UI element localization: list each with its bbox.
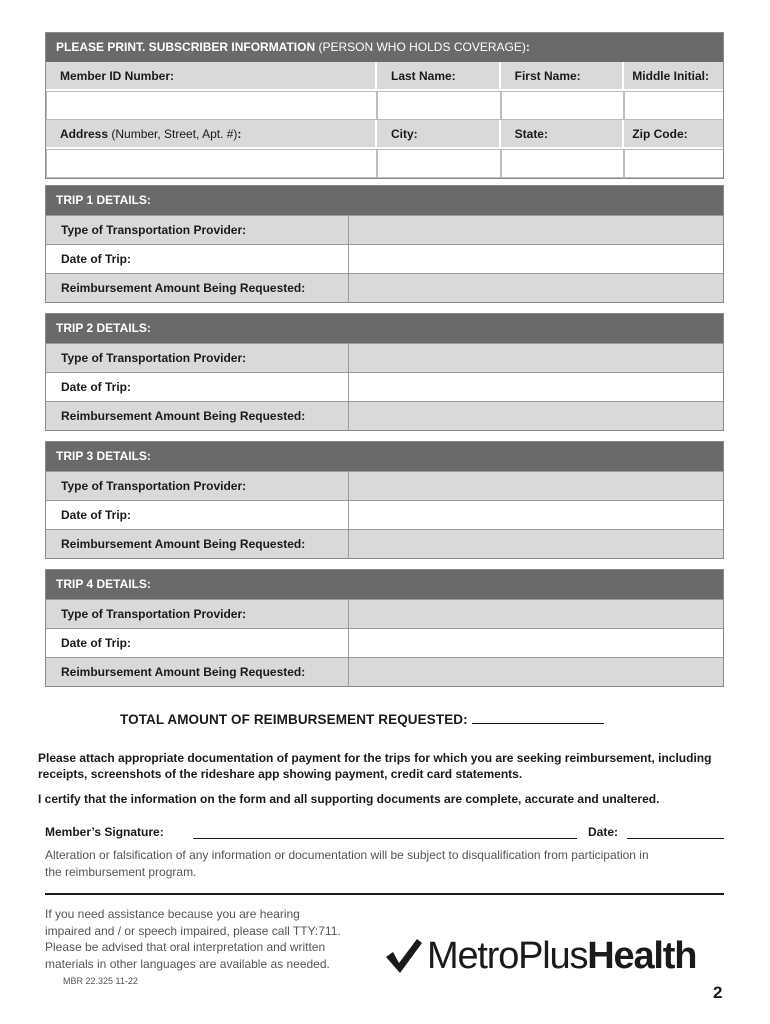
divider: [45, 893, 724, 895]
trip-4-amount-label: Reimbursement Amount Being Requested:: [46, 658, 349, 686]
trip-2-date-field[interactable]: [349, 373, 723, 401]
signature-field[interactable]: [193, 838, 577, 839]
trip-4-provider-row: [46, 599, 723, 628]
trip-1-amount-label: Reimbursement Amount Being Requested:: [46, 274, 349, 302]
trip-2-header: TRIP 2 DETAILS:: [46, 314, 723, 343]
trip-3-amount-label: Reimbursement Amount Being Requested:: [46, 530, 349, 558]
trip-1-date-field[interactable]: [349, 245, 723, 273]
state-field[interactable]: [501, 149, 625, 178]
city-label: City:: [377, 120, 501, 149]
trip-3-provider-label: Type of Transportation Provider:: [46, 472, 349, 500]
member-id-label: Member ID Number:: [46, 62, 377, 91]
metroplus-logo: [383, 933, 696, 979]
city-field[interactable]: [377, 149, 501, 178]
subscriber-header-colon: :: [525, 40, 530, 54]
assistance-note: [45, 906, 345, 990]
trip-3-date-label: Date of Trip:: [46, 501, 349, 529]
trip-1-amount-field[interactable]: [349, 274, 723, 302]
date-label: Date:: [588, 825, 619, 839]
subscriber-label-row-2: [46, 120, 723, 149]
trip-2-provider-row: [46, 343, 723, 372]
trip-4-provider-label: Type of Transportation Provider:: [46, 600, 349, 628]
trip-1-date-row: [46, 244, 723, 273]
trip-2-amount-label: Reimbursement Amount Being Requested:: [46, 402, 349, 430]
trip-4-date-field[interactable]: [349, 629, 723, 657]
logo-text-bold: Health: [587, 934, 697, 977]
subscriber-header-bold: PLEASE PRINT. SUBSCRIBER INFORMATION: [56, 40, 319, 54]
trip-1-date-label: Date of Trip:: [46, 245, 349, 273]
form-code: MBR 22.325 11-22: [63, 976, 138, 986]
trip-4-date-label: Date of Trip:: [46, 629, 349, 657]
address-field[interactable]: [46, 149, 377, 178]
trip-1-header: TRIP 1 DETAILS:: [46, 186, 723, 215]
trip-3-section: [45, 441, 724, 559]
trip-3-header: TRIP 3 DETAILS:: [46, 442, 723, 471]
subscriber-header-light: (PERSON WHO HOLDS COVERAGE): [318, 40, 526, 54]
subscriber-label-row-1: [46, 62, 723, 91]
address-label-colon: :: [237, 127, 242, 141]
trip-1-section: [45, 185, 724, 303]
alteration-warning: Alteration or falsification of any information or documentation will be subject to disqualification from participation in the reimbursement program.: [45, 848, 649, 879]
trip-4-header: TRIP 4 DETAILS:: [46, 570, 723, 599]
middle-initial-label: Middle Initial:: [624, 62, 723, 91]
trip-4-amount-field[interactable]: [349, 658, 723, 686]
signature-label: Member’s Signature:: [45, 825, 164, 839]
subscriber-section: [45, 32, 724, 179]
zip-code-field[interactable]: [624, 149, 723, 178]
last-name-field[interactable]: [377, 91, 501, 120]
subscriber-input-row-2: [46, 149, 723, 178]
page-number: 2: [713, 983, 723, 1002]
logo-text: [427, 935, 696, 978]
trip-3-amount-row: [46, 529, 723, 558]
logo-text-light: MetroPlus: [427, 934, 588, 977]
attach-instructions: Please attach appropriate documentation of payment for the trips for which you are seeking reimbursement, including receipts, screenshots of the rideshare app showing payment, credit card statements.: [38, 751, 712, 781]
trip-4-provider-field[interactable]: [349, 600, 723, 628]
member-id-field[interactable]: [46, 91, 377, 120]
trip-4-date-row: [46, 628, 723, 657]
trip-3-amount-field[interactable]: [349, 530, 723, 558]
total-amount-field[interactable]: [472, 712, 604, 724]
certify-statement: I certify that the information on the form and all supporting documents are complete, accurate and unaltered.: [38, 792, 660, 806]
address-label: [46, 120, 377, 149]
subscriber-input-row-1: [46, 91, 723, 120]
first-name-label: First Name:: [501, 62, 625, 91]
total-label: TOTAL AMOUNT OF REIMBURSEMENT REQUESTED:: [120, 712, 468, 727]
trip-4-section: [45, 569, 724, 687]
subscriber-header: [46, 33, 723, 62]
trip-1-provider-field[interactable]: [349, 216, 723, 244]
trip-2-date-row: [46, 372, 723, 401]
trip-1-amount-row: [46, 273, 723, 302]
trip-3-date-row: [46, 500, 723, 529]
trip-2-amount-row: [46, 401, 723, 430]
date-field[interactable]: [627, 838, 724, 839]
trip-3-provider-field[interactable]: [349, 472, 723, 500]
zip-code-label: Zip Code:: [624, 120, 723, 149]
trip-1-provider-row: [46, 215, 723, 244]
assistance-text: If you need assistance because you are hearing impaired and / or speech impaired, please call TTY:711. Please be advised that oral interpretation and written materials in other languages are available as needed.: [45, 907, 341, 971]
trip-2-amount-field[interactable]: [349, 402, 723, 430]
trip-4-amount-row: [46, 657, 723, 686]
trip-2-date-label: Date of Trip:: [46, 373, 349, 401]
total-reimbursement: [120, 712, 604, 727]
checkmark-icon: [383, 936, 423, 976]
trip-2-provider-label: Type of Transportation Provider:: [46, 344, 349, 372]
trip-2-section: [45, 313, 724, 431]
trip-1-provider-label: Type of Transportation Provider:: [46, 216, 349, 244]
address-label-bold: Address: [60, 127, 112, 141]
state-label: State:: [501, 120, 625, 149]
trip-3-date-field[interactable]: [349, 501, 723, 529]
first-name-field[interactable]: [501, 91, 625, 120]
last-name-label: Last Name:: [377, 62, 501, 91]
trip-3-provider-row: [46, 471, 723, 500]
middle-initial-field[interactable]: [624, 91, 723, 120]
trip-2-provider-field[interactable]: [349, 344, 723, 372]
address-label-light: (Number, Street, Apt. #): [111, 127, 238, 141]
